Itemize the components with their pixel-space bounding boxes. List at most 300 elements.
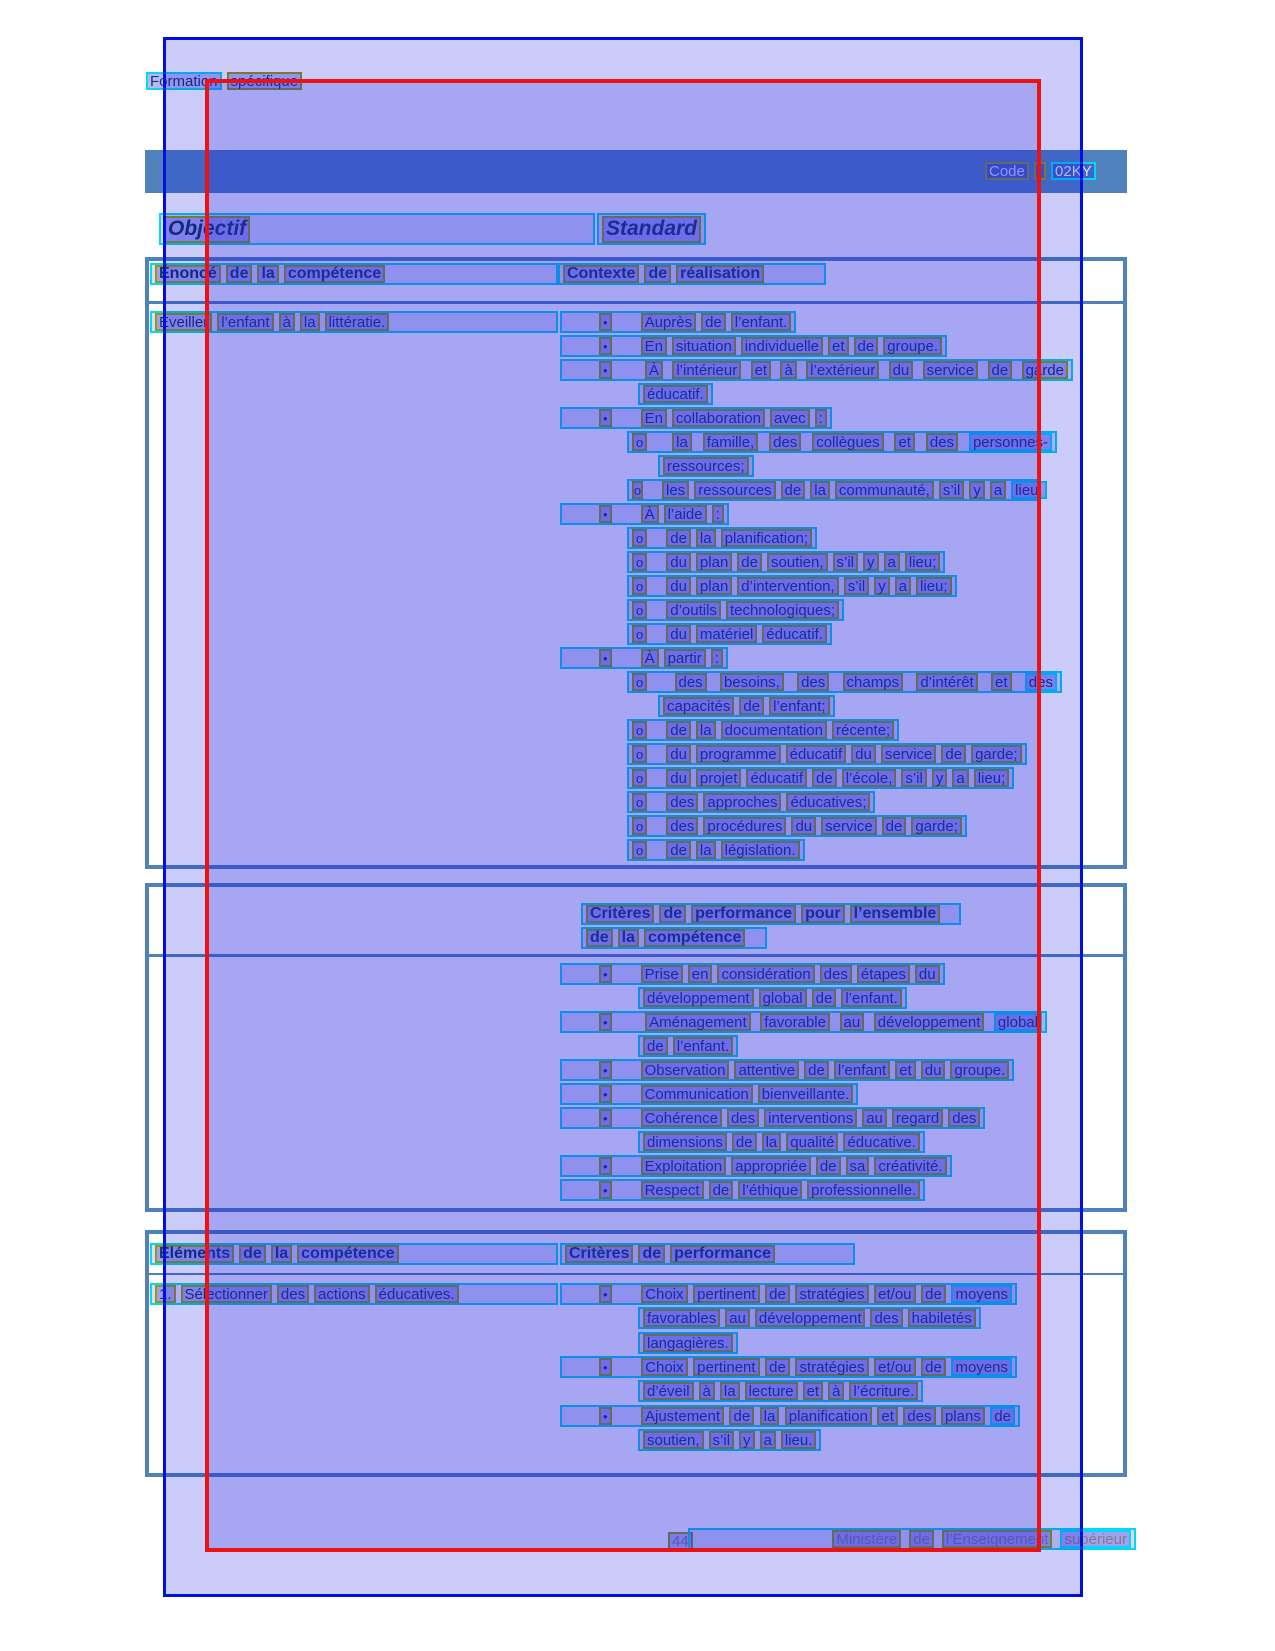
word: de <box>666 721 691 739</box>
word: y <box>874 577 890 595</box>
word: actions <box>314 1285 370 1303</box>
word: Sélectionner <box>181 1285 272 1303</box>
text-line <box>638 987 907 1009</box>
word: matériel <box>696 625 757 643</box>
word: du <box>666 577 691 595</box>
word: de <box>854 337 879 355</box>
word: a <box>895 577 911 595</box>
word: du <box>666 769 691 787</box>
word: : <box>1034 162 1046 180</box>
word: des <box>820 965 852 983</box>
text-line <box>627 791 875 813</box>
word: législation. <box>721 841 800 859</box>
word: et <box>895 1061 916 1079</box>
text-line <box>627 743 1027 765</box>
word: de <box>239 1245 266 1263</box>
word: développement <box>643 989 754 1007</box>
highlighted-word: Formation <box>146 72 222 90</box>
word: d’intervention, <box>737 577 838 595</box>
word: compétence <box>644 929 745 947</box>
word: a <box>990 481 1006 499</box>
text-line <box>560 311 796 333</box>
word: Prise <box>641 965 683 983</box>
text-line <box>638 1307 981 1329</box>
word: de <box>643 1037 668 1055</box>
word: garde; <box>971 745 1022 763</box>
text-line <box>560 1155 952 1177</box>
word: ressources <box>694 481 775 499</box>
word: de <box>921 1358 946 1376</box>
word: dimensions <box>643 1133 727 1151</box>
word: de <box>812 769 837 787</box>
word: de <box>729 1407 754 1425</box>
word: éducative. <box>843 1133 919 1151</box>
word: à <box>780 361 796 379</box>
word: En <box>641 337 667 355</box>
word: créativité. <box>874 1157 946 1175</box>
word: la <box>696 841 716 859</box>
word: lieu; <box>974 769 1010 787</box>
text-line <box>560 359 1073 381</box>
word: Code <box>985 162 1029 180</box>
text-line <box>638 1332 738 1354</box>
word: Critères <box>586 905 654 923</box>
word: de <box>586 929 613 947</box>
word: : <box>711 649 723 667</box>
bullet-icon: • <box>599 1358 612 1376</box>
word: service <box>923 361 979 379</box>
text-line <box>627 839 805 861</box>
bullet-icon: • <box>599 1061 612 1079</box>
word: à <box>828 1382 844 1400</box>
text-line <box>638 383 713 405</box>
word: À <box>641 649 659 667</box>
highlighted-word: moyens <box>951 1285 1012 1303</box>
word: et <box>751 361 772 379</box>
word: lieu; <box>916 577 952 595</box>
word: la <box>696 721 716 739</box>
word: a <box>760 1431 776 1449</box>
word: l’écriture. <box>849 1382 918 1400</box>
word: Exploitation <box>641 1157 727 1175</box>
word: Aménagement <box>645 1013 751 1031</box>
word: la <box>618 929 639 947</box>
word: du <box>851 745 876 763</box>
bullet-icon: • <box>599 1181 612 1199</box>
word: développement <box>874 1013 985 1031</box>
word: de <box>739 697 764 715</box>
word: du <box>915 965 940 983</box>
word: Ministère <box>832 1530 901 1548</box>
word: Éveiller <box>155 313 212 331</box>
word: de <box>816 1157 841 1175</box>
word: et <box>894 433 915 451</box>
word: collaboration <box>672 409 765 427</box>
text-line <box>627 431 1057 453</box>
word: d’éveil <box>643 1382 694 1400</box>
word: compétence <box>297 1245 398 1263</box>
word: de <box>732 1133 757 1151</box>
sub-bullet-icon: o <box>632 769 647 787</box>
bullet-icon: • <box>599 361 612 379</box>
word: pertinent <box>693 1358 759 1376</box>
word: de <box>659 905 686 923</box>
word: pertinent <box>693 1285 759 1303</box>
word: de <box>909 1530 934 1548</box>
sub-bullet-icon: o <box>632 433 647 451</box>
highlighted-word: lieu. <box>1011 481 1047 499</box>
word: attentive <box>734 1061 799 1079</box>
word: des <box>926 433 958 451</box>
text-line <box>627 767 1014 789</box>
text-line <box>638 1131 925 1153</box>
objectif-heading <box>159 213 595 245</box>
word: et <box>828 337 849 355</box>
sub-bullet-icon: o <box>632 601 647 619</box>
word: éducatives; <box>786 793 870 811</box>
word: la <box>257 265 278 283</box>
word: lieu. <box>781 1431 817 1449</box>
word: éducatif <box>746 769 807 787</box>
sub-bullet-icon: o <box>632 721 647 739</box>
word: En <box>641 409 667 427</box>
word: éducatif. <box>643 385 708 403</box>
text-line <box>560 1107 985 1129</box>
code-label <box>985 160 1096 182</box>
word: de <box>804 1061 829 1079</box>
highlighted-word: supérieur <box>1060 1530 1131 1548</box>
highlighted-word: moyens <box>951 1358 1012 1376</box>
text-line <box>560 407 832 429</box>
word: la <box>672 433 692 451</box>
word: la <box>810 481 830 499</box>
word: garde <box>1022 361 1068 379</box>
word: et <box>877 1407 898 1425</box>
word: : <box>712 505 724 523</box>
bullet-icon: • <box>599 649 612 667</box>
word: Communication <box>641 1085 753 1103</box>
word: de <box>882 817 907 835</box>
word: famille, <box>703 433 759 451</box>
word: des <box>903 1407 935 1425</box>
text-line <box>638 1380 923 1402</box>
word: Critères <box>565 1245 633 1263</box>
formation-label <box>146 70 302 92</box>
word: l’enfant <box>217 313 273 331</box>
word: la <box>271 1245 292 1263</box>
word: l’enfant. <box>731 313 792 331</box>
word: du <box>666 553 691 571</box>
text-line <box>658 695 835 717</box>
word: projet <box>696 769 742 787</box>
text-line <box>627 551 945 573</box>
word: soutien, <box>643 1431 704 1449</box>
word: du <box>889 361 914 379</box>
sub-bullet-icon: o <box>632 673 647 691</box>
text-line <box>638 1035 738 1057</box>
word: de <box>941 745 966 763</box>
word: À <box>641 505 659 523</box>
word: interventions <box>764 1109 857 1127</box>
word: y <box>739 1431 755 1449</box>
text-line <box>627 671 1062 693</box>
word: éducatives. <box>375 1285 459 1303</box>
word: service <box>881 745 937 763</box>
contexte-header <box>558 263 826 285</box>
word: du <box>666 745 691 763</box>
bullet-icon: • <box>599 1285 612 1303</box>
word: de <box>921 1285 946 1303</box>
word: langagières. <box>643 1334 733 1352</box>
word: besoins, <box>720 673 784 691</box>
word: la <box>696 529 716 547</box>
word: stratégies <box>795 1358 868 1376</box>
word: plans <box>941 1407 985 1425</box>
word: considération <box>717 965 814 983</box>
word: plan <box>696 577 732 595</box>
text-line <box>560 335 947 357</box>
word: y <box>932 769 948 787</box>
word: de <box>638 1245 665 1263</box>
text-line <box>560 1179 925 1201</box>
criteres-ensemble-header-1 <box>581 903 961 925</box>
footer-ministry <box>688 1528 1136 1550</box>
text-line <box>560 647 728 669</box>
word: regard <box>892 1109 943 1127</box>
text-line <box>560 1059 1014 1081</box>
text-line <box>627 479 1041 501</box>
word: documentation <box>721 721 827 739</box>
enonce-header <box>150 263 558 285</box>
word: de <box>709 1181 734 1199</box>
word: plan <box>696 553 732 571</box>
word: du <box>791 817 816 835</box>
word: Respect <box>641 1181 704 1199</box>
word: de <box>226 265 253 283</box>
word: éducatif <box>786 745 847 763</box>
text-line <box>560 963 945 985</box>
criteres-performance-header <box>560 1243 855 1265</box>
sub-bullet-icon: o <box>632 841 647 859</box>
word: des <box>666 817 698 835</box>
word: Choix <box>641 1285 687 1303</box>
word: s’il <box>833 553 859 571</box>
word: Objectif <box>164 216 250 243</box>
word: qualité <box>786 1133 838 1151</box>
text-line <box>560 1405 1020 1427</box>
word: récente; <box>832 721 894 739</box>
word: lieu; <box>905 553 941 571</box>
word: : <box>815 409 827 427</box>
word: planification <box>785 1407 872 1425</box>
word: la <box>720 1382 740 1400</box>
bullet-icon: • <box>599 1157 612 1175</box>
word: procédures <box>703 817 786 835</box>
word: de <box>666 529 691 547</box>
word: soutien, <box>767 553 828 571</box>
word: champs <box>843 673 904 691</box>
highlighted-word: global <box>994 1013 1042 1031</box>
word: Ajustement <box>641 1407 724 1425</box>
word: l’intérieur <box>672 361 741 379</box>
word: a <box>952 769 968 787</box>
text-line <box>627 527 817 549</box>
bullet-icon: • <box>599 1013 612 1031</box>
word: lecture <box>745 1382 798 1400</box>
word: performance <box>670 1245 775 1263</box>
sub-bullet-icon: o <box>633 482 642 498</box>
word: l’enfant. <box>841 989 902 1007</box>
word: collègues <box>812 433 883 451</box>
word: les <box>662 481 689 499</box>
word: de <box>666 841 691 859</box>
word: la <box>300 313 320 331</box>
word: des <box>797 673 829 691</box>
word: performance <box>691 905 796 923</box>
highlighted-word: de <box>990 1407 1015 1425</box>
word: en <box>688 965 713 983</box>
word: de <box>781 481 806 499</box>
word: s’il <box>844 577 870 595</box>
word: Énoncé <box>155 265 221 283</box>
word: développement <box>755 1309 866 1327</box>
word: de <box>765 1285 790 1303</box>
highlighted-word: personnes- <box>969 433 1052 451</box>
text-line <box>627 815 967 837</box>
word: spécifique <box>227 72 303 90</box>
word: des <box>675 673 707 691</box>
text-line <box>627 599 844 621</box>
word: de <box>701 313 726 331</box>
word: des <box>948 1109 980 1127</box>
word: réalisation <box>676 265 764 283</box>
word: d’intérêt <box>916 673 977 691</box>
bullet-icon: • <box>599 337 612 355</box>
word: littératie. <box>325 313 390 331</box>
word: garde; <box>911 817 962 835</box>
elements-header <box>150 1243 558 1265</box>
sub-bullet-icon: o <box>632 745 647 763</box>
word: Standard <box>602 216 701 243</box>
highlighted-word: 02KY <box>1051 162 1096 180</box>
word: a <box>884 553 900 571</box>
word: l’enfant; <box>769 697 830 715</box>
word: et/ou <box>874 1358 915 1376</box>
word: situation <box>672 337 736 355</box>
word: s’il <box>709 1431 735 1449</box>
word: de <box>765 1358 790 1376</box>
word: individuelle <box>741 337 823 355</box>
bullet-icon: • <box>599 409 612 427</box>
text-line <box>560 1011 1047 1033</box>
word: ressources; <box>663 457 749 475</box>
word: l’éthique <box>738 1181 802 1199</box>
word: l’enfant <box>834 1061 890 1079</box>
word: l’enfant. <box>673 1037 734 1055</box>
word: service <box>821 817 877 835</box>
word: de <box>812 989 837 1007</box>
word: communauté, <box>835 481 934 499</box>
text-line <box>560 1283 1017 1305</box>
word: planification; <box>721 529 812 547</box>
text-line <box>627 623 832 645</box>
word: Choix <box>641 1358 687 1376</box>
sub-bullet-icon: o <box>632 817 647 835</box>
word: favorables <box>643 1309 720 1327</box>
word: 44 <box>668 1532 693 1550</box>
word: pour <box>801 905 845 923</box>
word: Éléments <box>155 1245 234 1263</box>
word: l’Enseignement <box>942 1530 1053 1548</box>
word: l’ensemble <box>850 905 941 923</box>
word: des <box>870 1309 902 1327</box>
word: technologiques; <box>726 601 839 619</box>
word: Cohérence <box>641 1109 722 1127</box>
word: appropriée <box>731 1157 811 1175</box>
word: Auprès <box>641 313 697 331</box>
word: global <box>759 989 807 1007</box>
word: bienveillante. <box>758 1085 854 1103</box>
word: approches <box>703 793 781 811</box>
word: et <box>803 1382 824 1400</box>
word: à <box>699 1382 715 1400</box>
word: sa <box>846 1157 870 1175</box>
bullet-icon: • <box>599 965 612 983</box>
word: professionnelle. <box>807 1181 920 1199</box>
word: du <box>666 625 691 643</box>
word: s’il <box>939 481 965 499</box>
word: au <box>840 1013 865 1031</box>
sub-bullet-icon: o <box>632 577 647 595</box>
sub-bullet-icon: o <box>632 553 647 571</box>
word: À <box>645 361 663 379</box>
text-line <box>627 719 899 741</box>
word: et <box>991 673 1012 691</box>
word: compétence <box>284 265 385 283</box>
word: Contexte <box>563 265 639 283</box>
word: la <box>760 1407 780 1425</box>
word: des <box>769 433 801 451</box>
word: groupe. <box>950 1061 1009 1079</box>
word: groupe. <box>883 337 942 355</box>
bullet-icon: • <box>599 1407 612 1425</box>
word: l’extérieur <box>806 361 879 379</box>
word: 1. <box>155 1285 176 1303</box>
word: de <box>737 553 762 571</box>
word: étapes <box>857 965 910 983</box>
word: programme <box>696 745 781 763</box>
word: des <box>277 1285 309 1303</box>
word: y <box>863 553 879 571</box>
word: avec <box>770 409 810 427</box>
word: des <box>727 1109 759 1127</box>
word: au <box>862 1109 887 1127</box>
word: et/ou <box>874 1285 915 1303</box>
bullet-icon: • <box>599 1085 612 1103</box>
sub-bullet-icon: o <box>632 625 647 643</box>
enonce-body <box>150 311 558 333</box>
criteres-ensemble-header-2 <box>581 927 767 949</box>
word: l’école, <box>842 769 897 787</box>
text-line <box>560 503 729 525</box>
bullet-icon: • <box>599 1109 612 1127</box>
text-line <box>560 1083 858 1105</box>
sub-bullet-icon: o <box>632 793 647 811</box>
sub-bullet-icon: o <box>632 529 647 547</box>
standard-heading <box>597 213 706 245</box>
word: habiletés <box>908 1309 976 1327</box>
word: l’aide <box>664 505 707 523</box>
